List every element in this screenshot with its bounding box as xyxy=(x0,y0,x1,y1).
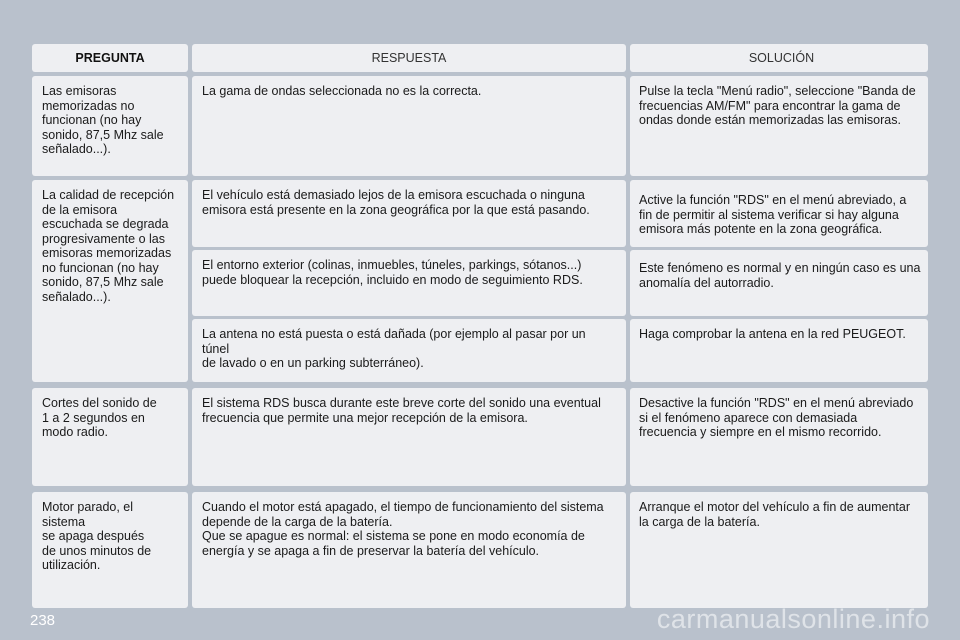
answer-cell: Cuando el motor está apagado, el tiempo de funcionamiento del sistema depende de la carga de la batería. Que se apague es normal: el sistema se pone en modo economía de energía y se apaga a fin de preservar la batería del vehículo. xyxy=(192,492,626,608)
header-pregunta: PREGUNTA xyxy=(32,44,188,72)
header-solucion: SOLUCIÓN xyxy=(630,44,928,72)
solution-cell: Haga comprobar la antena en la red PEUGEOT. xyxy=(630,319,928,382)
header-respuesta: RESPUESTA xyxy=(192,44,626,72)
page-number: 238 xyxy=(30,612,56,629)
answer-cell: La antena no está puesta o está dañada (por ejemplo al pasar por un túnel de lavado o en un parking subterráneo). xyxy=(192,319,626,382)
solution-cell: Desactive la función "RDS" en el menú abreviado si el fenómeno aparece con demasiada frecuencia y siempre en el mismo recorrido. xyxy=(630,388,928,486)
answer-cell: El sistema RDS busca durante este breve corte del sonido una eventual frecuencia que permite una mejor recepción de la emisora. xyxy=(192,388,626,486)
answer-cell: El vehículo está demasiado lejos de la emisora escuchada o ninguna emisora está presente en la zona geográfica por la que está pasando. xyxy=(192,180,626,247)
solution-cell: Este fenómeno es normal y en ningún caso es una anomalía del autorradio. xyxy=(630,250,928,316)
answer-cell: La gama de ondas seleccionada no es la correcta. xyxy=(192,76,626,176)
question-cell: La calidad de recepción de la emisora escuchada se degrada progresivamente o las emisoras memorizadas no funcionan (no hay sonido, 87,5 Mhz sale señalado...). xyxy=(32,180,188,382)
question-cell: Cortes del sonido de 1 a 2 segundos en modo radio. xyxy=(32,388,188,486)
question-cell: Motor parado, el sistema se apaga después de unos minutos de utilización. xyxy=(32,492,188,608)
solution-cell: Active la función "RDS" en el menú abreviado, a fin de permitir al sistema verificar si hay alguna emisora más potente en la zona geográfica. xyxy=(630,180,928,247)
answer-cell: El entorno exterior (colinas, inmuebles, túneles, parkings, sótanos...) puede bloquear la recepción, incluido en modo de seguimiento RDS. xyxy=(192,250,626,316)
solution-cell: Arranque el motor del vehículo a fin de aumentar la carga de la batería. xyxy=(630,492,928,608)
watermark: carmanualsonline.info xyxy=(656,604,930,634)
solution-cell: Pulse la tecla "Menú radio", seleccione "Banda de frecuencias AM/FM" para encontrar la gama de ondas donde están memorizadas las emisoras. xyxy=(630,76,928,176)
question-cell: Las emisoras memorizadas no funcionan (no hay sonido, 87,5 Mhz sale señalado...). xyxy=(32,76,188,176)
